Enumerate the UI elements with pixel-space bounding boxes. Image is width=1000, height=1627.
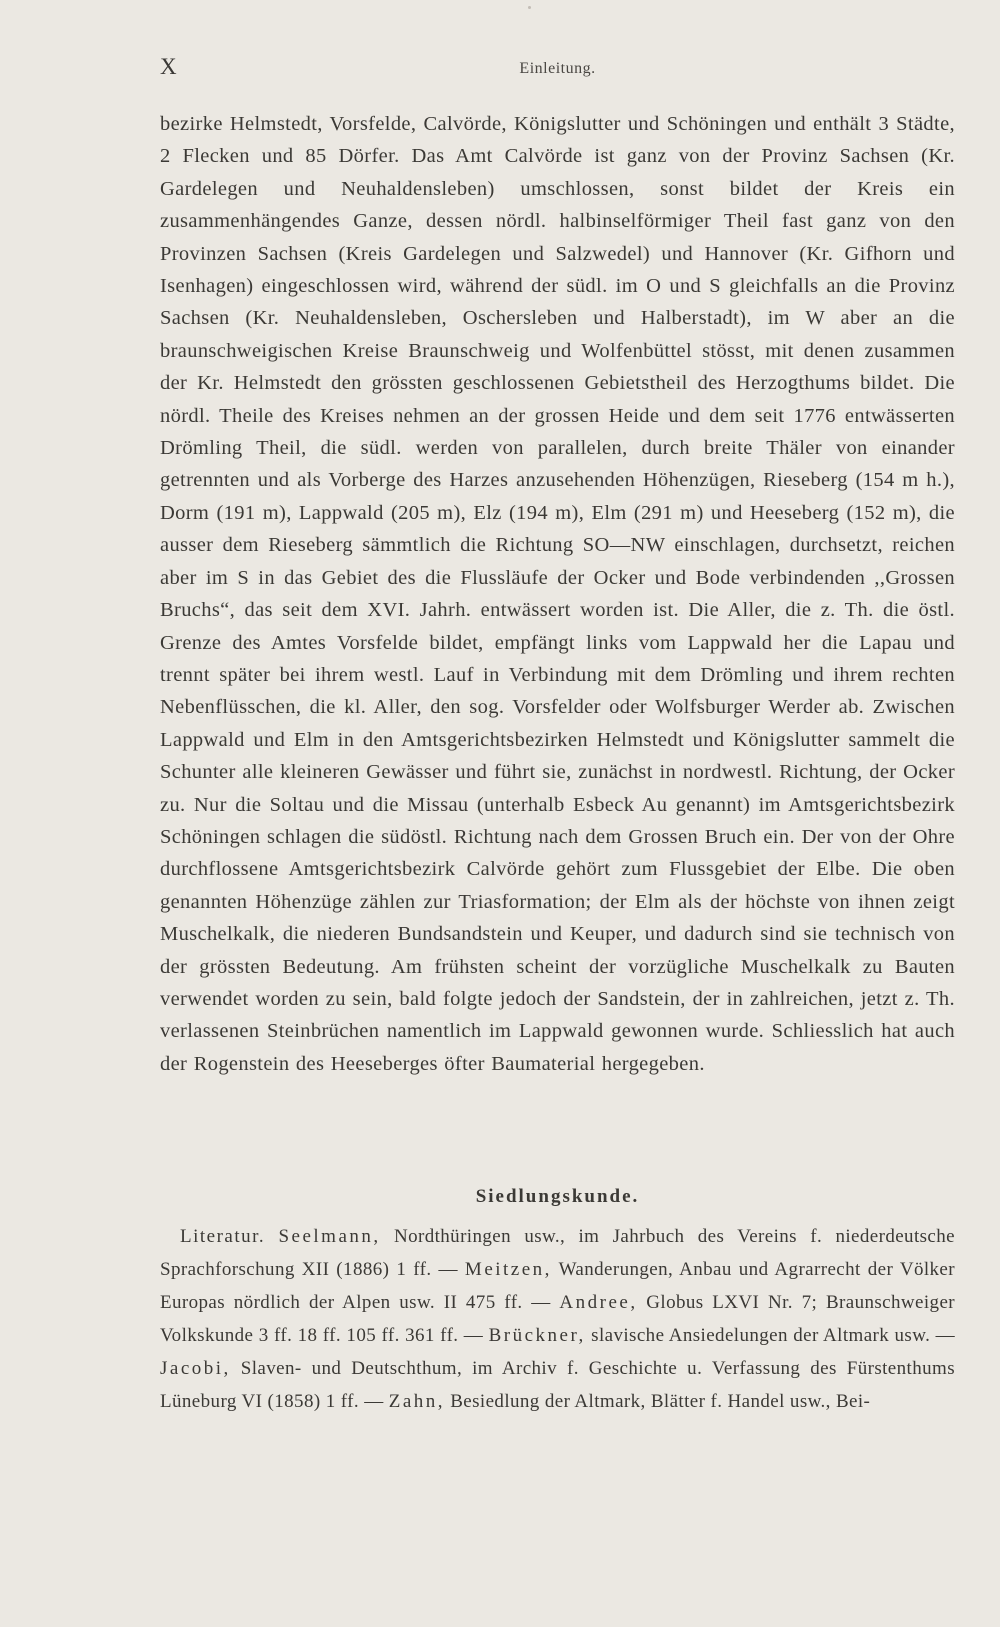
ink-speck: [528, 6, 531, 9]
author-name: Zahn,: [388, 1391, 446, 1412]
page-header: [160, 54, 955, 84]
citation-text: Slaven- und Deutschthum, im Archiv f. Geschichte u. Verfassung des Fürstenthums Lüneburg VI (1858) 1 ff. —: [160, 1358, 955, 1412]
running-head: Einleitung.: [519, 60, 596, 77]
literature-label: Literatur.: [180, 1226, 266, 1247]
author-name: Brückner,: [488, 1325, 586, 1346]
section-heading: Siedlungskunde.: [475, 1186, 640, 1207]
citation-text: slavische Ansiedelungen der Altmark usw. —: [591, 1325, 956, 1346]
citation-text: Wanderungen, Anbau und Agrarrecht der Völker Europas nördlich der Alpen usw. II 475 ff. —: [160, 1259, 955, 1313]
citation-text: Globus LXVI Nr. 7; Braunschweiger Volkskunde 3 ff. 18 ff. 105 ff. 361 ff. —: [160, 1292, 956, 1346]
page-number: X: [160, 54, 178, 79]
citation-text: Besiedlung der Altmark, Blätter f. Handel usw., Bei-: [450, 1391, 871, 1412]
literature-paragraph: [160, 1220, 955, 1418]
author-name: Jacobi,: [160, 1358, 231, 1379]
author-name: Meitzen,: [464, 1259, 552, 1280]
main-paragraph: bezirke Helmstedt, Vorsfelde, Calvörde, Königslutter und Schöningen und enthält 3 Städte, 2 Flecken und 85 Dörfer. Das Amt Calvörde ist ganz von der Provinz Sachsen (Kr. Gardelegen und Neuhaldensleben) umschlossen, sonst bildet der Kreis ein zusammenhängendes Ganze, dessen nördl. halbinselförmiger Theil fast ganz von den Provinzen Sachsen (Kreis Gardelegen und Salzwedel) und Hannover (Kr. Gifhorn und Isenhagen) eingeschlossen wird, während der südl. im O und S gleichfalls an die Provinz Sachsen (Kr. Neuhaldensleben, Oschersleben und Halberstadt), im W aber an die braunschweigischen Kreise Braunschweig und Wolfenbüttel stösst, mit denen zusammen der Kr. Helmstedt den grössten geschlossenen Gebietstheil des Herzogthums bildet. Die nördl. Theile des Kreises nehmen an der grossen Heide und dem seit 1776 entwässerten Drömling Theil, die südl. werden von parallelen, durch breite Thäler von einander getrennten und als Vorberge des Harzes anzusehenden Höhenzügen, Rieseberg (154 m h.), Dorm (191 m), Lappwald (205 m), Elz (194 m), Elm (291 m) und Heeseberg (152 m), die ausser dem Rieseberg sämmtlich die Richtung SO—NW einschlagen, durchsetzt, reichen aber im S in das Gebiet des die Flussläufe der Ocker und Bode verbindenden ,,Grossen Bruchs“, das seit dem XVI. Jahrh. entwässert worden ist. Die Aller, die z. Th. die östl. Grenze des Amtes Vorsfelde bildet, empfängt links vom Lappwald her die Lapau und trennt später bei ihrem westl. Lauf in Verbindung mit dem Drömling und ihrem rechten Nebenflüsschen, die kl. Aller, den sog. Vorsfelder oder Wolfsburger Werder ab. Zwischen Lappwald und Elm in den Amtsgerichtsbezirken Helmstedt und Königslutter sammelt die Schunter alle kleineren Gewässer und führt sie, zunächst in nordwestl. Richtung, der Ocker zu. Nur die Soltau und die Missau (unterhalb Esbeck Au genannt) im Amtsgerichtsbezirk Schöningen schlagen die südöstl. Richtung nach dem Grossen Bruch ein. Der von der Ohre durchflossene Amtsgerichtsbezirk Calvörde gehört zum Flussgebiet der Elbe. Die oben genannten Höhenzüge zählen zur Triasformation; der Elm als der höchste von ihnen zeigt Muschelkalk, die niederen Bundsandstein und Keuper, und dadurch sind sie technisch von der grössten Bedeutung. Am frühsten scheint der vorzügliche Muschelkalk zu Bauten verwendet worden zu sein, bald folgte jedoch der Sandstein, der in zahlreichen, jetzt z. Th. verlassenen Steinbrüchen namentlich im Lappwald gewonnen wurde. Schliesslich hat auch der Rogenstein des Heeseberges öfter Baumaterial hergegeben.: [160, 113, 955, 1075]
author-name: Andree,: [559, 1292, 638, 1313]
citation-text: Nordthüringen usw., im Jahrbuch des Vereins f. niederdeutsche Sprachforschung XII (1886) 1 ff. —: [160, 1226, 955, 1280]
author-name: Seelmann,: [278, 1226, 381, 1247]
